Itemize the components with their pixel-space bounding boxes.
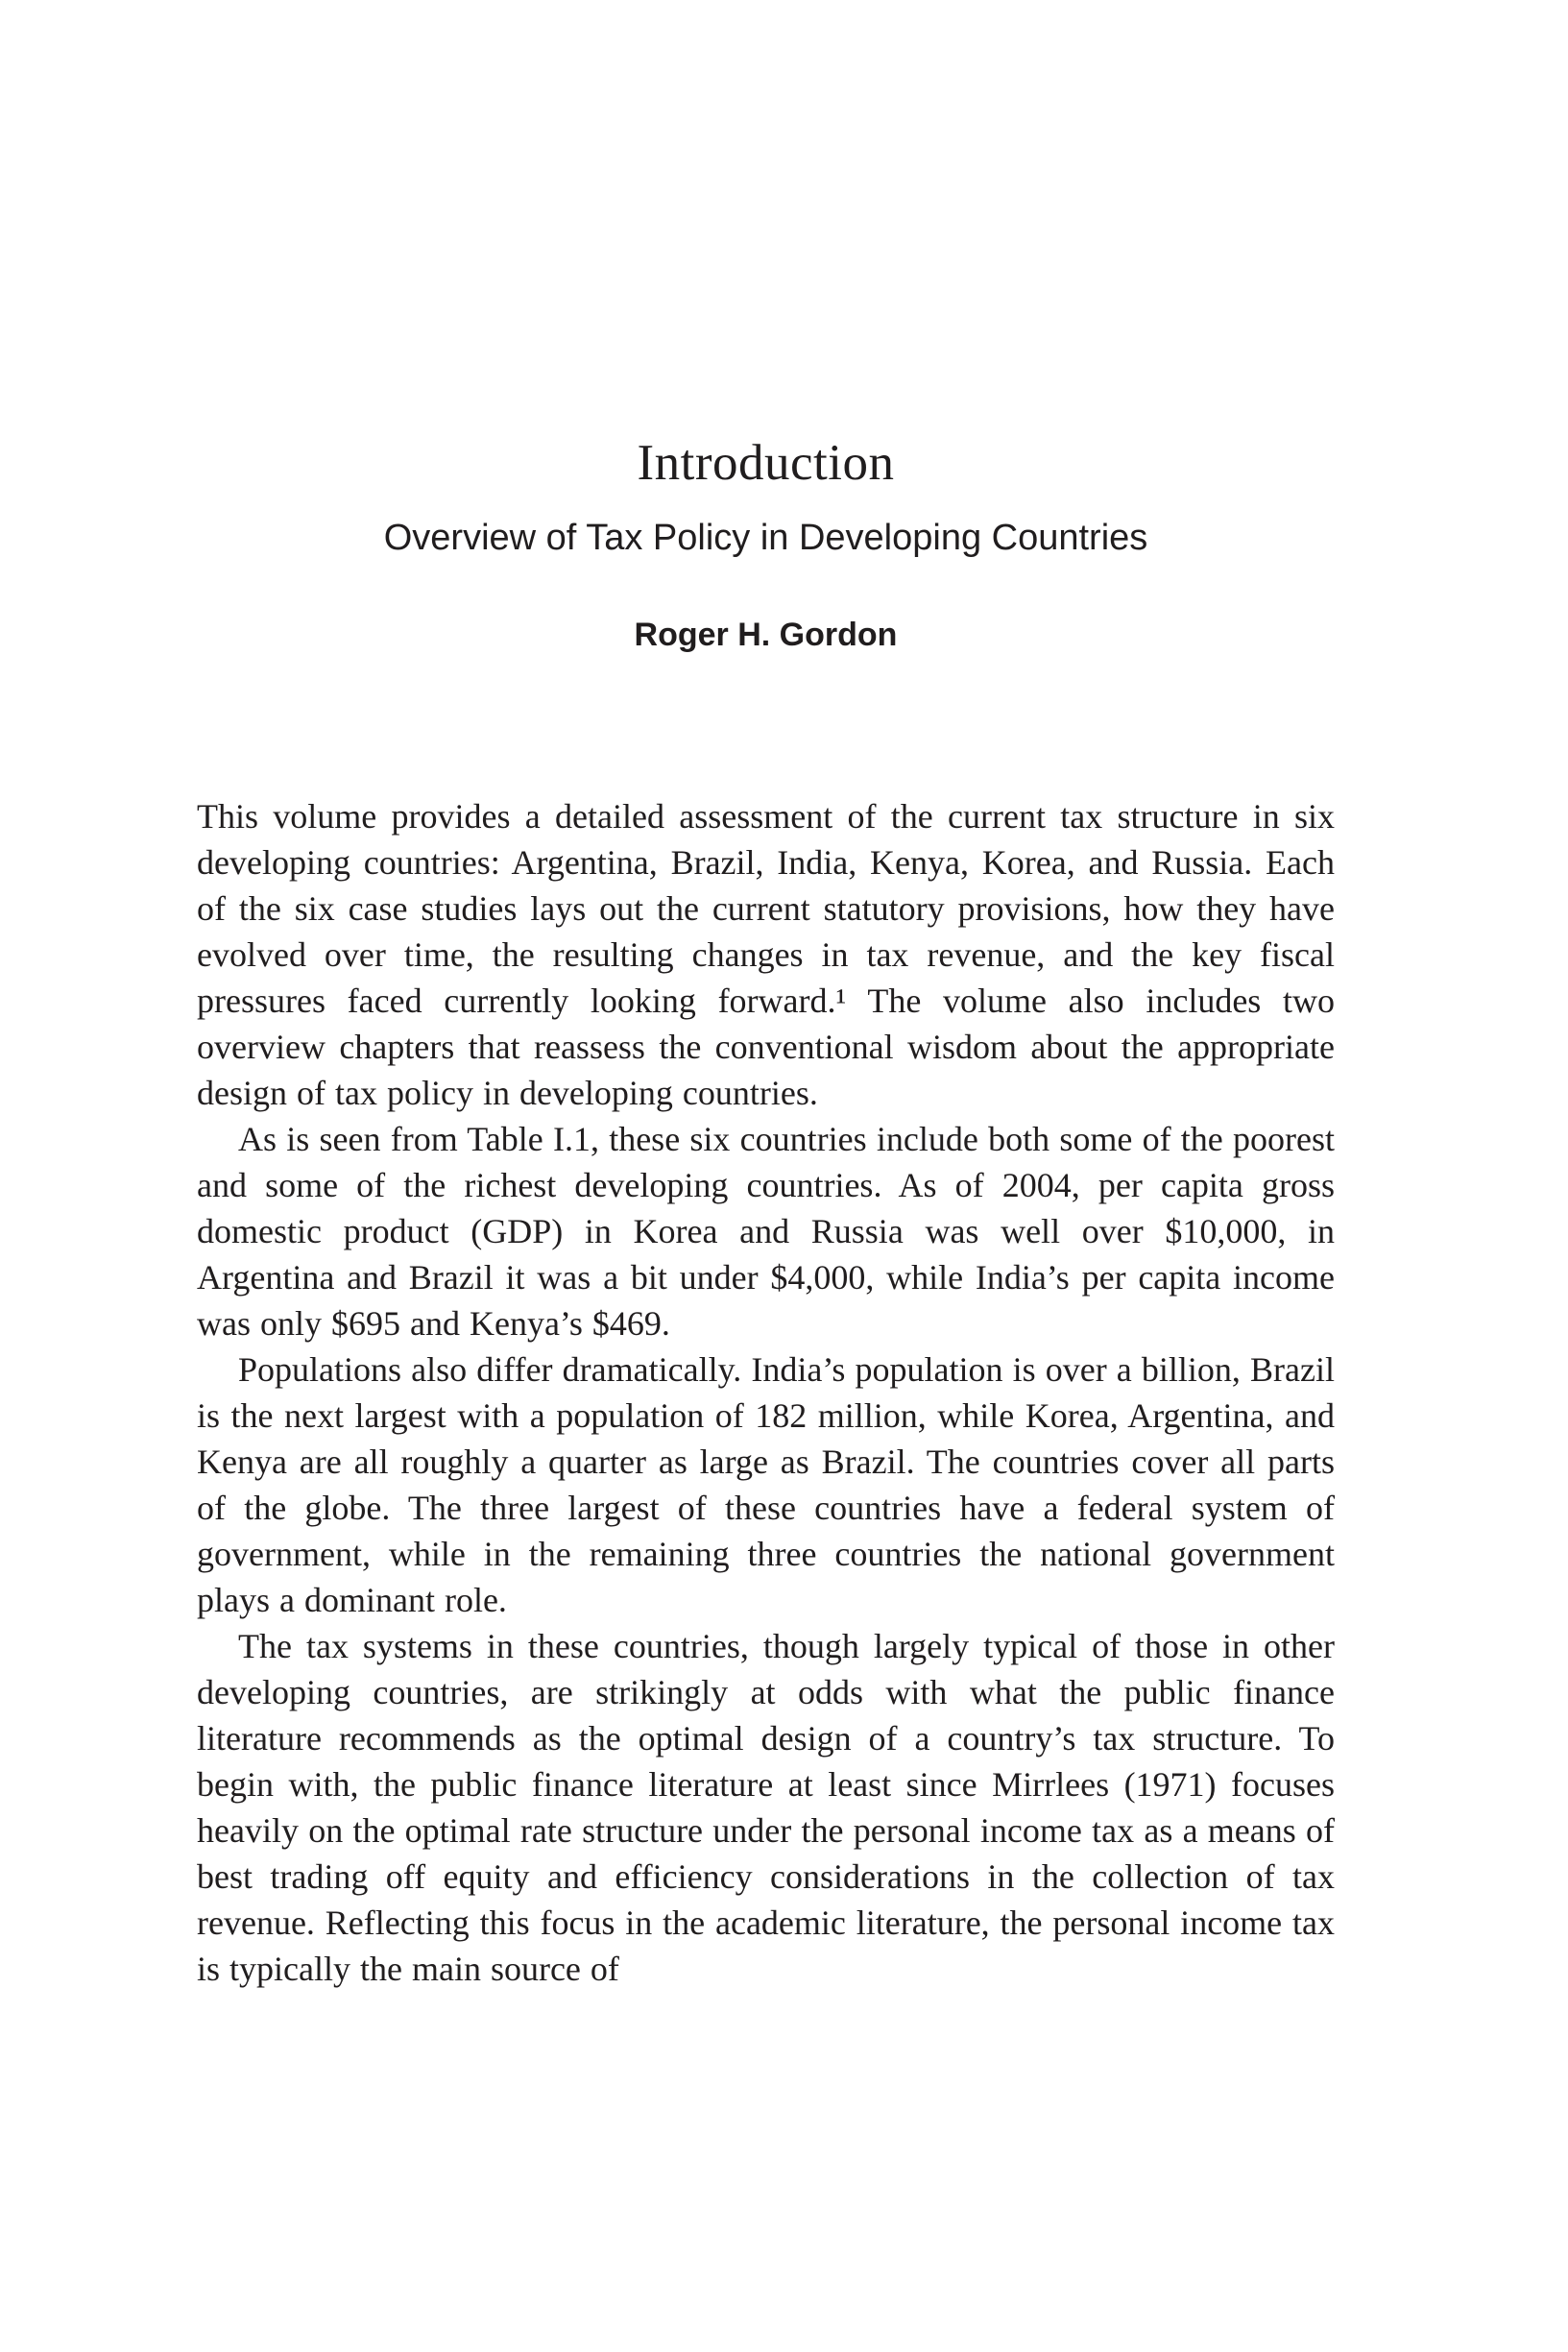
paragraph-4: The tax systems in these countries, though largely typical of those in other developing countries, are strikingly at odds with what the public finance literature recommends as the optimal design of a country’s tax structure. To begin with, the public finance literature at least since Mirrlees (1971) focuses heavily on the optimal rate structure under the personal income tax as a means of best trading off equity and efficiency considerations in the collection of tax revenue. Reflecting this focus in the academic literature, the personal income tax is typically the main source of xyxy=(197,1627,1335,1988)
body-text xyxy=(197,793,1335,1992)
paragraph-2: As is seen from Table I.1, these six countries include both some of the poorest and some of the richest developing countries. As of 2004, per capita gross domestic product (GDP) in Korea and Russia was well over $10,000, in Argentina and Brazil it was a bit under $4,000, while India’s per capita income was only $695 and Kenya’s $469. xyxy=(197,1120,1335,1343)
chapter-title: Introduction xyxy=(637,435,895,491)
paragraph-3: Populations also differ dramatically. India’s population is over a billion, Brazil is the next largest with a population of 182 million, while Korea, Argentina, and Kenya are all roughly a quarter as large as Brazil. The countries cover all parts of the globe. The three largest of these countries have a federal system of government, while in the remaining three countries the national government plays a dominant role. xyxy=(197,1350,1335,1619)
paragraph-1: This volume provides a detailed assessment of the current tax structure in six developing countries: Argentina, Brazil, India, Kenya, Korea, and Russia. Each of the six case studies lays out the current statutory provisions, how they have evolved over time, the resulting changes in tax revenue, and the key fiscal pressures faced currently looking forward.¹ The volume also includes two overview chapters that reassess the conventional wisdom about the appropriate design of tax policy in developing countries. xyxy=(197,797,1335,1112)
chapter-subtitle: Overview of Tax Policy in Developing Countries xyxy=(383,518,1148,558)
author-name: Roger H. Gordon xyxy=(634,617,898,653)
